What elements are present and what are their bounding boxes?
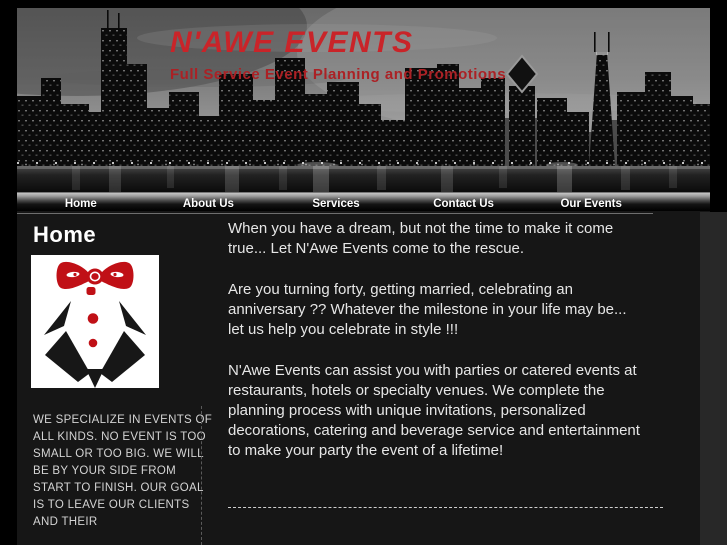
nav-item-our-events[interactable]: Our Events — [560, 197, 622, 210]
site-title: N'AWE EVENTS — [170, 26, 414, 59]
nav-item-home[interactable]: Home — [64, 197, 97, 210]
nav-item-about-us[interactable]: About Us — [182, 197, 234, 210]
paragraph-services: N'Awe Events can assist you with parties or catered events at restaurants, hotels or specialty venues. We complete the planning process with unique invitations, personalized decorations, catering and beverage service and entertainment to make your party the event of a lifetime! — [228, 362, 640, 459]
nav-underline — [17, 213, 653, 214]
right-margin-strip — [700, 212, 727, 545]
main-text-column — [228, 219, 640, 482]
main-navbar — [17, 192, 710, 211]
page-title: Home — [33, 222, 97, 247]
page-container — [17, 8, 710, 545]
vertical-dashed-divider — [201, 406, 202, 545]
horizontal-dashed-divider — [228, 507, 663, 508]
nav-menu — [17, 193, 655, 211]
tuxedo-bowtie-image — [31, 255, 159, 388]
header-banner — [17, 8, 710, 192]
tuxedo-icon — [31, 255, 159, 388]
paragraph-milestones: Are you turning forty, getting married, celebrating an anniversary ?? Whatever the milestone in your life may be... let us help you celebrate in style !!! — [228, 281, 627, 338]
nav-item-services[interactable]: Services — [312, 197, 360, 210]
sidebar-intro-text: WE SPECIALIZE IN EVENTS OF ALL KINDS. NO EVENT IS TOO SMALL OR TOO BIG. WE WILL BE BY YOUR SIDE FROM START TO FINISH. OUR GOAL IS TO LEAVE OUR CLIENTS AND THEIR — [33, 414, 213, 528]
nav-item-contact-us[interactable]: Contact Us — [433, 197, 494, 210]
paragraph-dream: When you have a dream, but not the time to make it come true... Let N'Awe Events come to the rescue. — [228, 220, 614, 257]
site-tagline: Full Service Event Planning and Promotions — [170, 66, 507, 83]
